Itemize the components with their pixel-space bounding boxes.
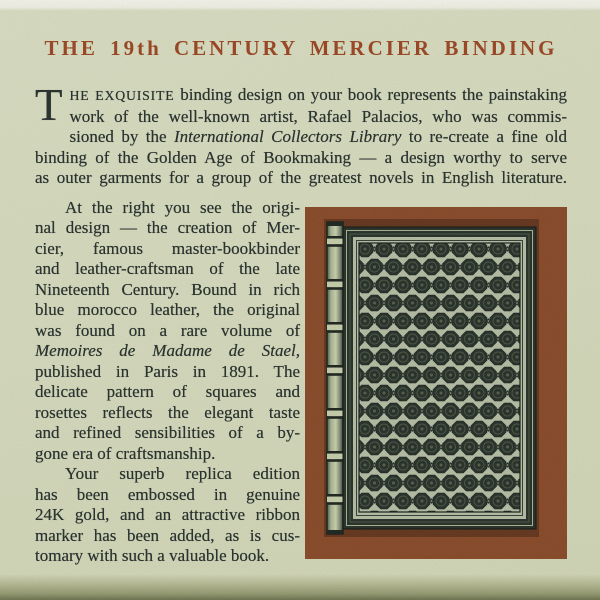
text-segment: delicate pattern of squares and <box>35 382 300 401</box>
text-line <box>35 127 567 148</box>
drop-cap: T <box>35 80 63 130</box>
text-line <box>35 341 300 362</box>
content-row <box>35 198 567 567</box>
text-line <box>35 218 300 239</box>
text-line <box>35 259 300 280</box>
text-segment: binding design on your book represents the painstaking <box>174 85 567 104</box>
text-segment: Nineteenth Century. Bound in rich <box>35 279 300 299</box>
text-line <box>35 485 300 506</box>
text-segment: rosettes reflects the elegant taste <box>35 402 300 422</box>
text-segment: cier, famous master-bookbinder <box>35 238 300 258</box>
text-line <box>35 464 300 485</box>
text-line <box>35 168 567 189</box>
page-top-edge <box>0 0 600 11</box>
intro-paragraph <box>35 80 568 189</box>
text-segment: tomary with such a valuable book. <box>35 546 270 565</box>
book <box>327 222 536 534</box>
text-segment: to re-create a fine old <box>401 127 568 146</box>
text-line <box>35 85 567 107</box>
text-segment: has been embossed in genuine <box>35 484 300 504</box>
text-line <box>35 321 300 342</box>
text-line <box>35 300 300 321</box>
text-line <box>35 382 300 403</box>
text-line <box>35 444 300 465</box>
text-segment: sioned by the <box>69 127 174 146</box>
text-segment: International Collectors Library <box>174 127 402 146</box>
binding-illustration <box>305 207 567 559</box>
text-line <box>35 362 300 383</box>
text-segment: work of the well-known artist, Rafael Palacios, who was commis- <box>69 106 567 126</box>
text-segment: 24K gold, and an attractive ribbon <box>35 505 300 524</box>
text-segment: as outer garments for a group of the greatest novels in English literature. <box>35 168 567 187</box>
text-line <box>35 148 567 169</box>
text-segment: HE EXQUISITE <box>69 88 175 103</box>
text-segment: At the right you see the origi- <box>65 197 300 217</box>
left-text-column <box>35 198 300 567</box>
text-segment: was found on a rare volume of <box>35 320 300 340</box>
text-segment: published in Paris in 1891. The <box>35 361 300 381</box>
text-segment: marker has been added, as is cus- <box>35 525 300 545</box>
text-segment: blue morocco leather, the original <box>35 300 300 319</box>
book-spine <box>327 222 343 534</box>
book-cover <box>343 227 536 529</box>
text-segment: Your superb replica edition <box>65 464 300 483</box>
text-segment: binding of the Golden Age of Bookmaking — a design worthy to serve <box>35 147 567 167</box>
text-line <box>35 423 300 444</box>
text-line <box>35 107 567 128</box>
text-line <box>35 280 300 301</box>
text-line <box>35 526 300 547</box>
text-segment: nal design — the creation of Mer- <box>35 218 300 237</box>
text-line <box>35 403 300 424</box>
text-line <box>35 546 300 567</box>
cover-pattern <box>359 243 520 512</box>
binding-photo <box>305 207 567 559</box>
text-line <box>35 505 300 526</box>
page-bottom-edge <box>0 574 600 600</box>
text-segment: Memoires de Madame de Stael, <box>35 341 300 360</box>
text-line <box>35 239 300 260</box>
page-title: THE 19th CENTURY MERCIER BINDING <box>44 36 558 60</box>
text-segment: and leather-craftsman of the late <box>35 259 300 278</box>
text-line <box>35 198 300 219</box>
text-segment: and refined sensibilities of a by- <box>35 423 300 442</box>
text-segment: gone era of craftsmanship. <box>35 443 216 463</box>
